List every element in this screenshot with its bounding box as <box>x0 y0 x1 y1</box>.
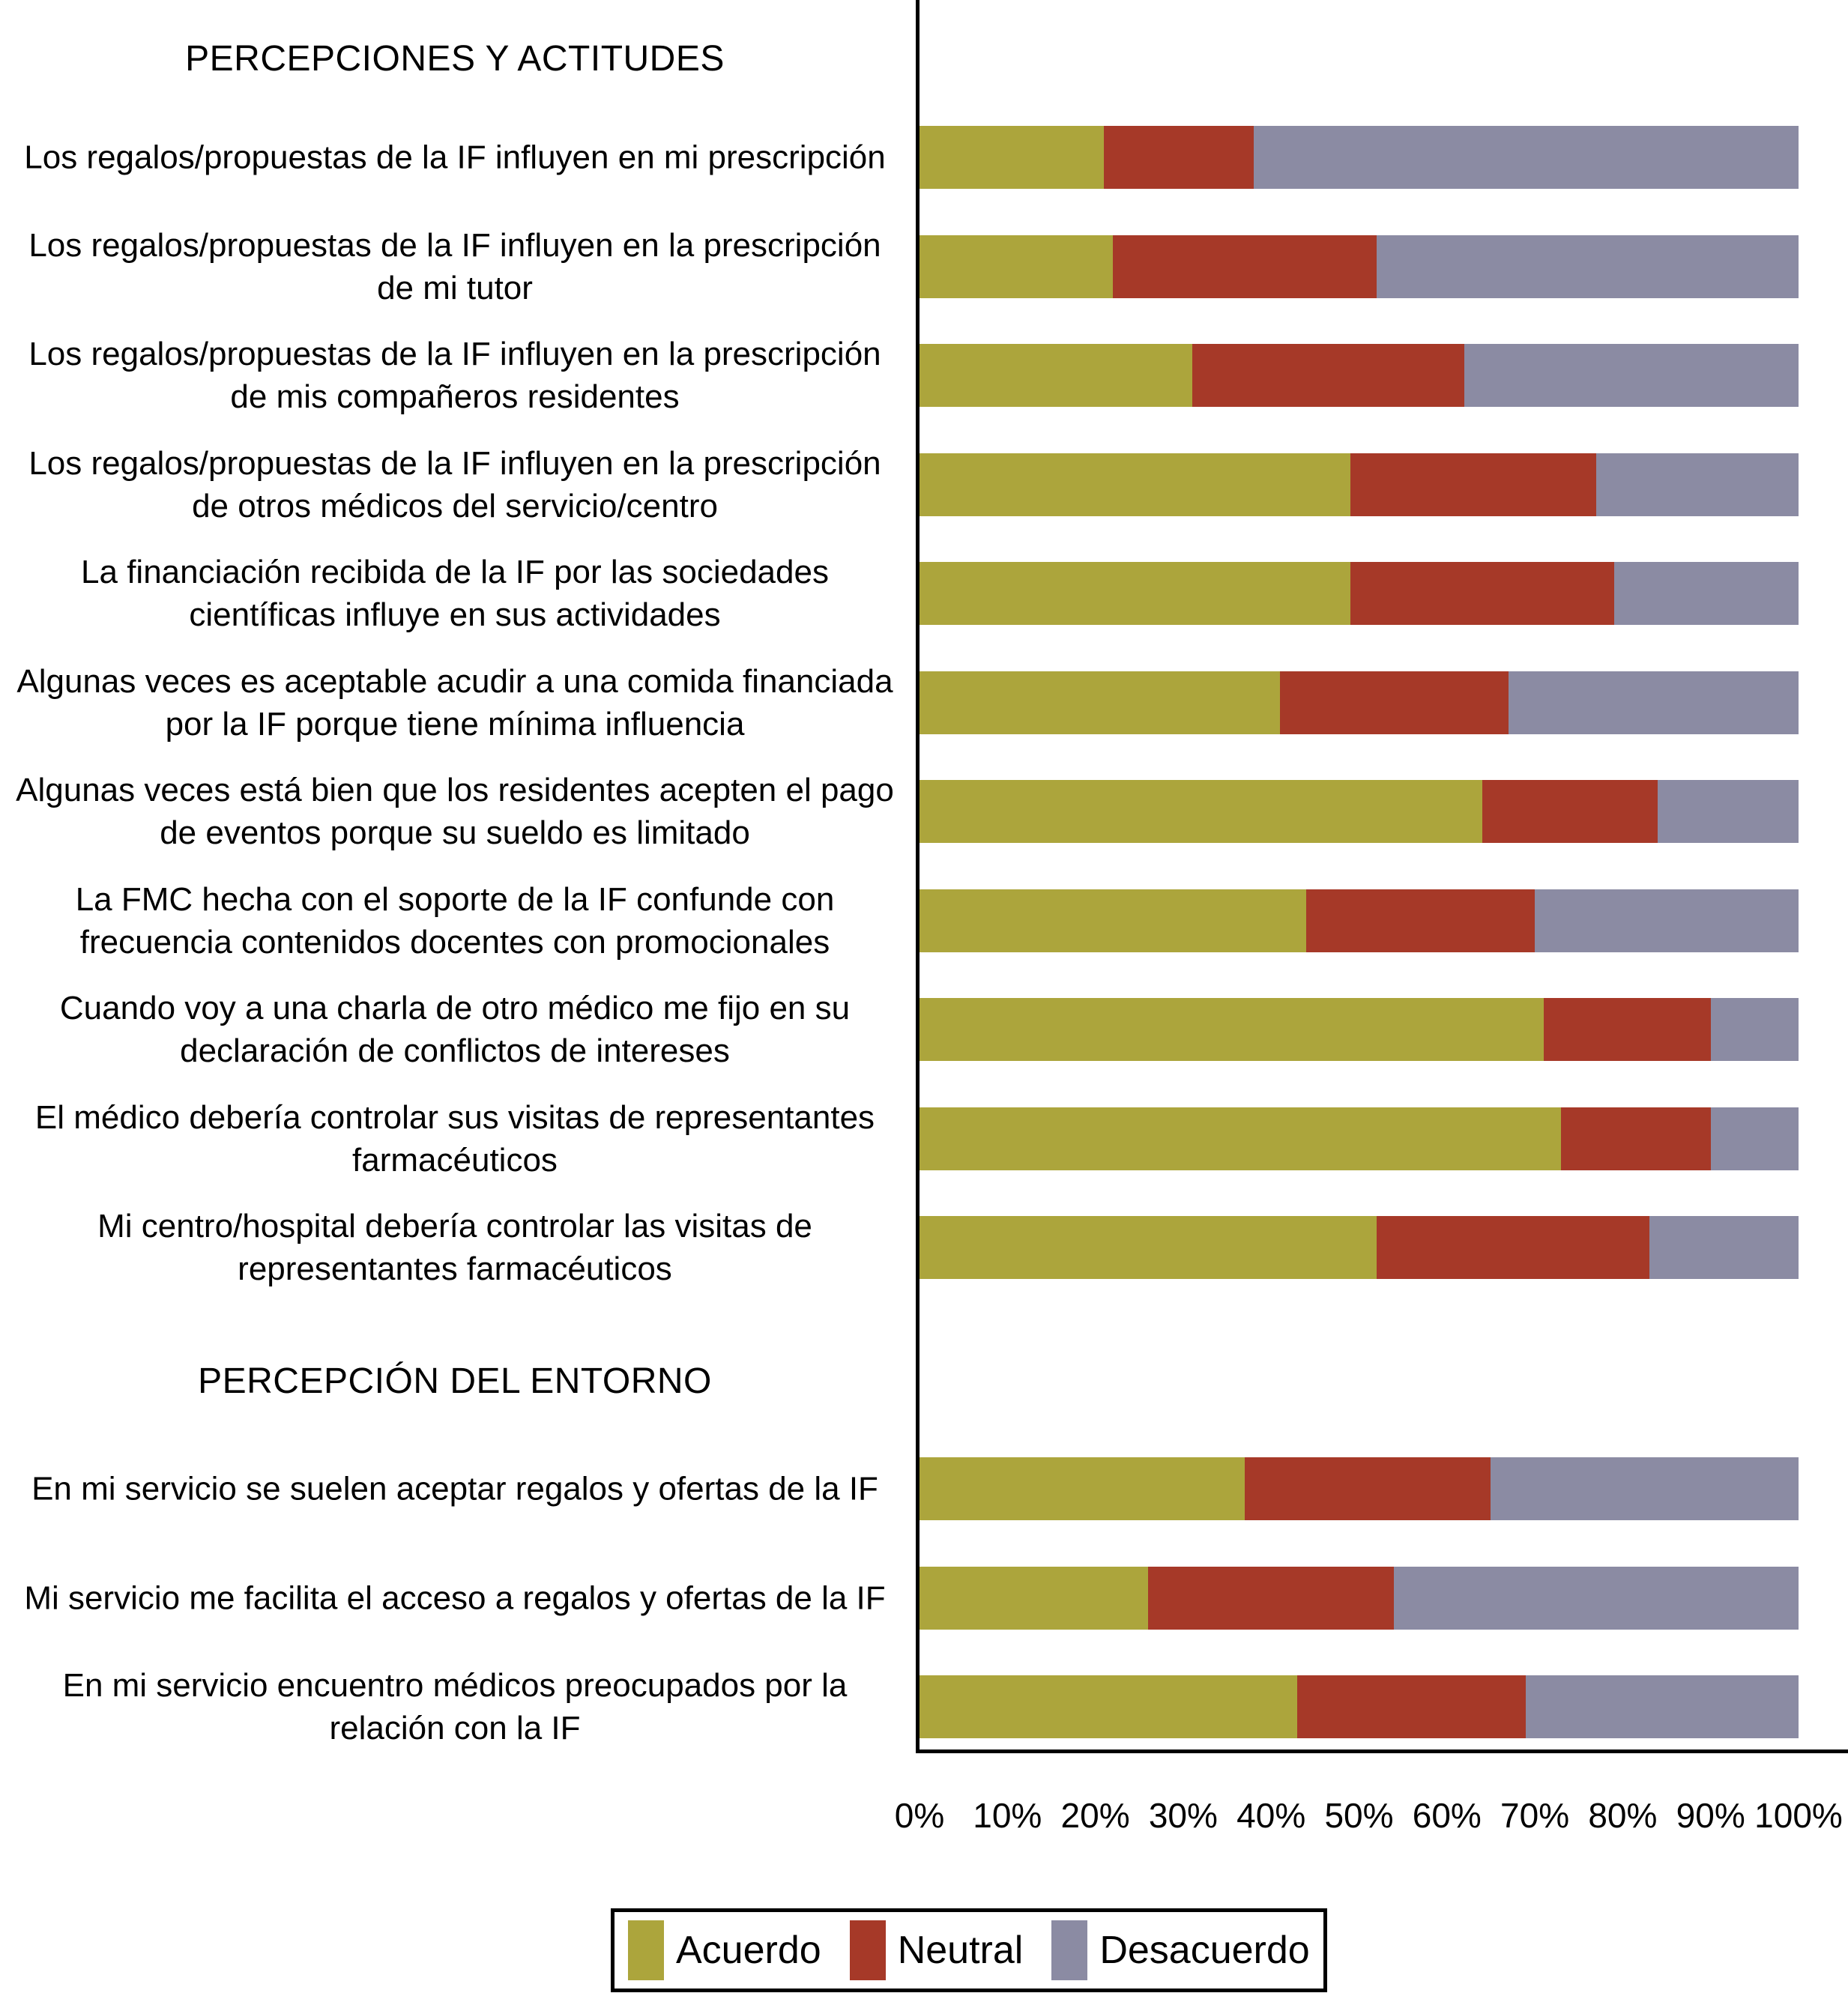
category-label: La FMC hecha con el soporte de la IF confunde con frecuencia contenidos docentes con promocionales <box>75 880 835 961</box>
bar-segment-neutral <box>1350 562 1614 625</box>
legend-swatch-desacuerdo <box>1051 1920 1087 1980</box>
bar-segment-desacuerdo <box>1464 344 1799 407</box>
bar-segment-acuerdo <box>920 998 1544 1061</box>
bar-segment-neutral <box>1350 453 1596 516</box>
bar-segment-acuerdo <box>920 780 1482 843</box>
x-tick-label: 100% <box>1754 1796 1843 1835</box>
category-label: Los regalos/propuestas de la IF influyen en la prescripción de mis compañeros residentes <box>28 335 881 415</box>
section-title-percepcion-del-entorno: PERCEPCIÓN DEL ENTORNO <box>198 1361 712 1401</box>
bar-segment-acuerdo <box>920 1216 1377 1279</box>
bar-segment-neutral <box>1245 1457 1491 1520</box>
bar-segment-acuerdo <box>920 889 1306 952</box>
legend <box>611 1908 1327 1992</box>
bar-segment-desacuerdo <box>1535 889 1799 952</box>
stacked-bar <box>920 453 1799 516</box>
stacked-bar <box>920 780 1799 843</box>
bar-segment-acuerdo <box>920 1567 1148 1630</box>
bar-segment-desacuerdo <box>1254 126 1799 189</box>
x-tick-label: 50% <box>1324 1796 1394 1835</box>
bar-segment-desacuerdo <box>1394 1567 1799 1630</box>
bar-segment-desacuerdo <box>1711 998 1799 1061</box>
bar-segment-desacuerdo <box>1649 1216 1799 1279</box>
stacked-bar <box>920 1216 1799 1279</box>
x-tick-label: 30% <box>1148 1796 1218 1835</box>
bar-segment-neutral <box>1104 126 1253 189</box>
bar-segment-neutral <box>1280 671 1509 734</box>
bar-segment-acuerdo <box>920 1675 1297 1738</box>
bar-segment-acuerdo <box>920 1457 1245 1520</box>
bar-segment-desacuerdo <box>1596 453 1799 516</box>
stacked-bar <box>920 671 1799 734</box>
bar-segment-neutral <box>1148 1567 1394 1630</box>
category-label: En mi servicio se suelen aceptar regalos y ofertas de la IF <box>31 1470 878 1507</box>
bar-segment-acuerdo <box>920 1107 1561 1170</box>
category-label: Los regalos/propuestas de la IF influyen en mi prescripción <box>24 139 886 176</box>
category-label: La financiación recibida de la IF por las sociedades científicas influye en sus actividades <box>81 553 829 633</box>
bar-segment-desacuerdo <box>1509 671 1799 734</box>
bar-segment-acuerdo <box>920 562 1350 625</box>
category-label: El médico debería controlar sus visitas de representantes farmacéuticos <box>34 1098 875 1179</box>
bar-segment-neutral <box>1192 344 1465 407</box>
bar-segment-acuerdo <box>920 126 1104 189</box>
legend-item-neutral <box>850 1920 1024 1980</box>
x-tick-label: 0% <box>894 1796 945 1835</box>
legend-item-acuerdo <box>628 1920 821 1980</box>
bar-segment-desacuerdo <box>1614 562 1799 625</box>
stacked-bar <box>920 889 1799 952</box>
bar-segment-acuerdo <box>920 344 1192 407</box>
bar-segment-acuerdo <box>920 671 1280 734</box>
legend-label-neutral: Neutral <box>897 1929 1024 1972</box>
x-tick-label: 10% <box>973 1796 1042 1835</box>
stacked-bar <box>920 1567 1799 1630</box>
stacked-bar <box>920 235 1799 298</box>
x-tick-label: 60% <box>1412 1796 1482 1835</box>
category-label: Cuando voy a una charla de otro médico me fijo en su declaración de conflictos de intereses <box>59 989 851 1069</box>
stacked-bar <box>920 1675 1799 1738</box>
category-label: Los regalos/propuestas de la IF influyen en la prescripción de otros médicos del servicio/centro <box>28 444 881 524</box>
x-tick-label: 70% <box>1500 1796 1570 1835</box>
bar-segment-acuerdo <box>920 235 1113 298</box>
bar-segment-neutral <box>1482 780 1658 843</box>
bar-segment-desacuerdo <box>1377 235 1799 298</box>
bar-segment-neutral <box>1297 1675 1526 1738</box>
x-tick-label: 40% <box>1236 1796 1306 1835</box>
x-tick-label: 90% <box>1676 1796 1745 1835</box>
stacked-bar <box>920 998 1799 1061</box>
category-label: Algunas veces está bien que los residentes acepten el pago de eventos porque su sueldo es limitado <box>16 771 894 851</box>
bar-segment-desacuerdo <box>1658 780 1799 843</box>
bar-segment-neutral <box>1561 1107 1710 1170</box>
bar-segment-desacuerdo <box>1491 1457 1799 1520</box>
category-label: Los regalos/propuestas de la IF influyen en la prescripción de mi tutor <box>28 226 881 306</box>
bar-segment-acuerdo <box>920 453 1350 516</box>
bar-segment-neutral <box>1544 998 1711 1061</box>
stacked-bar <box>920 1457 1799 1520</box>
legend-label-acuerdo: Acuerdo <box>676 1929 821 1972</box>
category-label: Mi centro/hospital debería controlar las visitas de representantes farmacéuticos <box>97 1207 812 1287</box>
stacked-bar <box>920 562 1799 625</box>
x-tick-label: 80% <box>1588 1796 1658 1835</box>
bar-segment-neutral <box>1306 889 1535 952</box>
stacked-bar <box>920 1107 1799 1170</box>
bar-segment-neutral <box>1377 1216 1649 1279</box>
bar-segment-desacuerdo <box>1526 1675 1799 1738</box>
bar-segment-neutral <box>1113 235 1377 298</box>
x-tick-label: 20% <box>1060 1796 1130 1835</box>
legend-swatch-neutral <box>850 1920 886 1980</box>
bar-segment-desacuerdo <box>1711 1107 1799 1170</box>
section-title-percepciones-y-actitudes: PERCEPCIONES Y ACTITUDES <box>185 38 725 79</box>
stacked-bar <box>920 344 1799 407</box>
stacked-bar <box>920 126 1799 189</box>
legend-item-desacuerdo <box>1051 1920 1309 1980</box>
category-label: Algunas veces es aceptable acudir a una comida financiada por la IF porque tiene mínima influencia <box>16 662 893 743</box>
legend-swatch-acuerdo <box>628 1920 664 1980</box>
category-label: Mi servicio me facilita el acceso a regalos y ofertas de la IF <box>24 1579 886 1616</box>
category-label: En mi servicio encuentro médicos preocupados por la relación con la IF <box>62 1666 848 1746</box>
legend-label-desacuerdo: Desacuerdo <box>1099 1929 1310 1972</box>
